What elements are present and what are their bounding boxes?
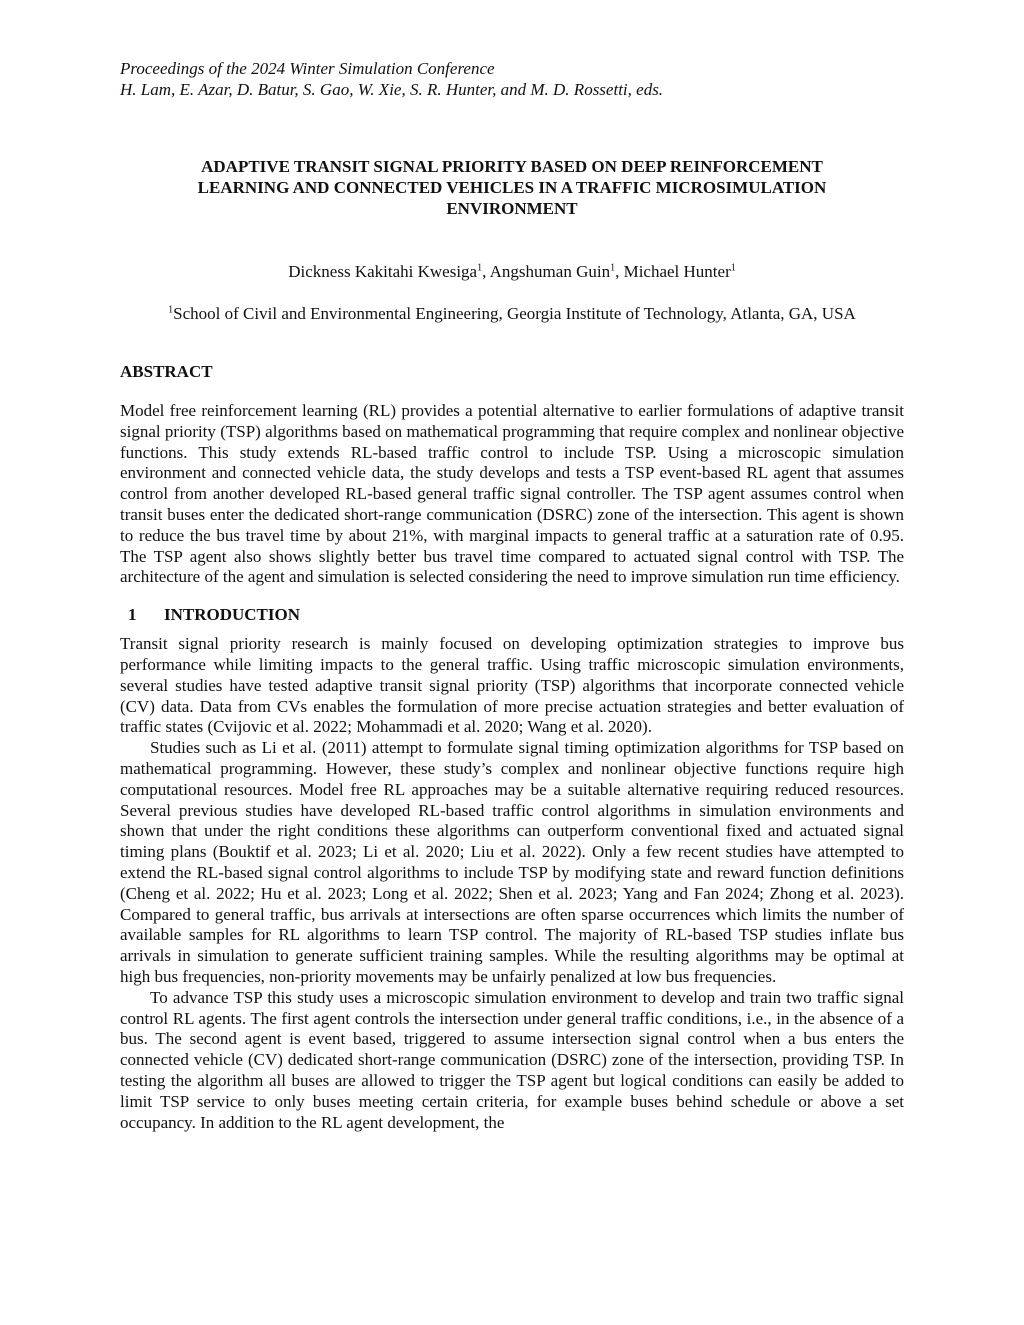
section-title: INTRODUCTION (164, 605, 301, 625)
author-2-affil-mark: 1 (610, 262, 616, 274)
intro-paragraph-3: To advance TSP this study uses a microscopic simulation environment to develop and train two traffic signal control RL agents. The first agent controls the intersection under general traffic conditions, i.e., in the absence of a bus. The second agent is event based, triggered to assume intersection signal control when a bus enters the connected vehicle (CV) dedicated short-range communication (DSRC) zone of the intersection, providing TSP. In testing the algorithm all buses are allowed to trigger the TSP agent but logical conditions can easily be added to limit TSP service to only buses meeting certain criteria, for example buses behind schedule or above a set occupancy. In addition to the RL agent development, the (120, 987, 904, 1132)
affiliation-text: School of Civil and Environmental Engineering, Georgia Institute of Technology, Atlanta, GA, USA (173, 304, 856, 323)
introduction-heading (120, 604, 904, 626)
author-separator: , (615, 262, 624, 281)
author-3: Michael Hunter (623, 262, 731, 281)
section-number: 1 (128, 605, 137, 625)
editors-line: H. Lam, E. Azar, D. Batur, S. Gao, W. Xie, S. R. Hunter, and M. D. Rossetti, eds. (120, 80, 664, 99)
paper-title (120, 156, 904, 219)
author-2: Angshuman Guin (489, 262, 611, 281)
title-line-2: LEARNING AND CONNECTED VEHICLES IN A TRAFFIC MICROSIMULATION (197, 178, 827, 197)
affiliation-mark: 1 (168, 304, 174, 316)
abstract-heading: ABSTRACT (120, 362, 213, 381)
author-3-affil-mark: 1 (730, 262, 736, 274)
title-line-1: ADAPTIVE TRANSIT SIGNAL PRIORITY BASED ON DEEP REINFORCEMENT (201, 157, 823, 176)
affiliation (120, 303, 904, 325)
author-list (120, 261, 904, 283)
abstract-text: Model free reinforcement learning (RL) provides a potential alternative to earlier formulations of adaptive transit signal priority (TSP) algorithms based on mathematical programming that require complex and nonlinear objective functions. This study extends RL-based traffic control to include TSP. Using a microscopic simulation environment and connected vehicle data, the study develops and tests a TSP event-based RL agent that assumes control from another developed RL-based general traffic signal controller. The TSP agent assumes control when transit buses enter the dedicated short-range communication (DSRC) zone of the intersection. This agent is shown to reduce the bus travel time by about 21%, with marginal impacts to general traffic at a saturation rate of 0.95. The TSP agent also shows slightly better bus travel time compared to actuated signal control with TSP. The architecture of the agent and simulation is selected considering the need to improve simulation run time efficiency. (120, 401, 904, 587)
author-separator: , (482, 262, 490, 281)
paper-page (120, 58, 904, 1133)
title-line-3: ENVIRONMENT (446, 199, 578, 218)
intro-paragraph-2: Studies such as Li et al. (2011) attempt to formulate signal timing optimization algorithms for TSP based on mathematical programming. However, these study’s complex and nonlinear objective functions require high computational resources. Model free RL approaches may be a suitable alternative requiring reduced resources. Several previous studies have developed RL-based traffic control algorithms in simulation environments and shown that under the right conditions these algorithms can outperform conventional fixed and actuated signal timing plans (Bouktif et al. 2023; Li et al. 2020; Liu et al. 2022). Only a few recent studies have attempted to extend the RL-based signal control algorithms to include TSP by modifying state and reward function definitions (Cheng et al. 2022; Hu et al. 2023; Long et al. 2022; Shen et al. 2023; Yang and Fan 2024; Zhong et al. 2023). Compared to general traffic, bus arrivals at intersections are often sparse occurrences which limits the number of available samples for RL algorithms to learn TSP control. The majority of RL-based TSP studies inflate bus arrivals in simulation to generate sufficient training samples. While the resulting algorithms may be optimal at high bus frequencies, non-priority movements may be unfairly penalized at low bus frequencies. (120, 738, 904, 986)
intro-paragraph-1: Transit signal priority research is mainly focused on developing optimization strategies to improve bus performance while limiting impacts to the general traffic. Using traffic microscopic simulation environments, several studies have tested adaptive transit signal priority (TSP) algorithms that incorporate connected vehicle (CV) data. Data from CVs enables the formulation of more precise actuation strategies and better evaluation of traffic states (Cvijovic et al. 2022; Mohammadi et al. 2020; Wang et al. 2020). (120, 634, 904, 737)
conference-name: Proceedings of the 2024 Winter Simulation Conference (120, 59, 495, 78)
author-1-affil-mark: 1 (477, 262, 483, 274)
author-1: Dickness Kakitahi Kwesiga (288, 262, 478, 281)
